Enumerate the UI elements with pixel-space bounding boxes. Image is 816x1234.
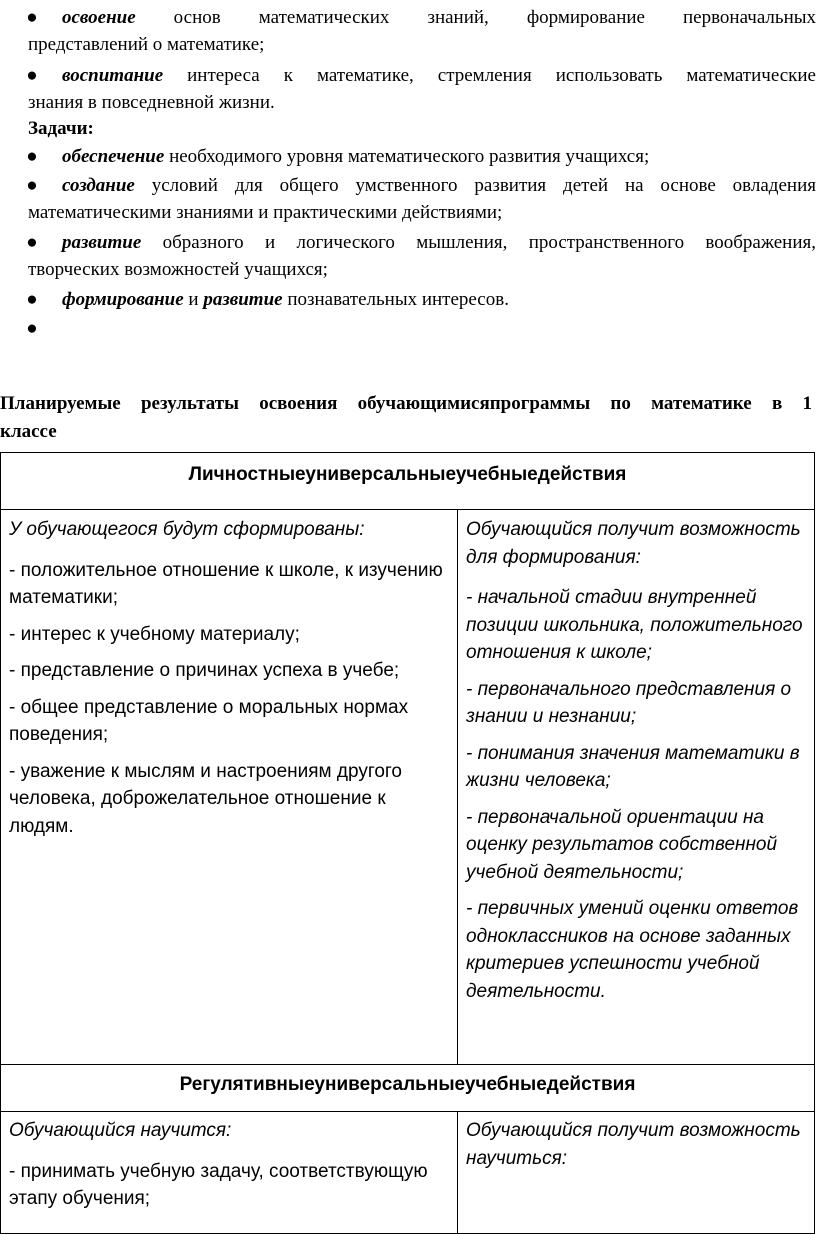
task-text: условий для общего умственного развития детей на основе овладения	[134, 175, 816, 196]
personal-left-caption: У обучающегося будут сформированы:	[9, 519, 365, 540]
bullet-icon: ●	[26, 318, 38, 339]
task-text-continued: математическими знаниями и практическими действиями;	[28, 202, 503, 223]
regulatory-right-cell	[458, 1112, 815, 1234]
list-item: - первоначального представления о знании и незнании;	[466, 678, 792, 727]
goal-item-1	[0, 4, 816, 58]
regulatory-right-caption: Обучающийся получит возможность научиться:	[466, 1120, 801, 1169]
personal-content-row	[1, 510, 815, 1065]
bullet-icon: ●	[26, 289, 38, 310]
tasks-heading: Задачи:	[28, 118, 94, 139]
goal-text: интереса к математике, стремления использовать математические	[163, 65, 816, 86]
task-keyword-2: развитие	[203, 289, 283, 310]
regulatory-content-row	[1, 1112, 815, 1234]
bullet-icon: ●	[26, 232, 38, 253]
goal-text-continued: знания в повседневной жизни.	[28, 92, 275, 113]
list-item: - представление о причинах успеха в учебе;	[9, 660, 400, 681]
task-keyword: формирование	[62, 289, 184, 310]
list-item: - первичных умений оценки ответов одноклассников на основе заданных критериев успешности учебной деятельности.	[466, 898, 799, 1002]
list-item: - интерес к учебному материалу;	[9, 623, 300, 645]
task-item-1	[0, 143, 816, 170]
goal-keyword: освоение	[62, 7, 136, 28]
regulatory-header: Регулятивныеуниверсальныеучебныедействия	[1, 1065, 815, 1112]
list-item: - общее представление о моральных нормах поведения;	[9, 696, 409, 745]
results-title-line2: классе	[0, 421, 57, 442]
list-item: - начальной стадии внутренней позиции школьника, положительного отношения к школе;	[466, 587, 803, 663]
results-title-line1: Планируемые результаты освоения обучающимисяпрограммы по математике в 1	[0, 393, 812, 414]
task-text-continued: творческих возможностей учащихся;	[28, 259, 328, 280]
task-keyword: обеспечение	[62, 146, 165, 167]
personal-right-cell	[458, 510, 815, 1065]
goal-item-2	[0, 62, 816, 116]
personal-header-row	[1, 453, 815, 510]
task-keyword: создание	[62, 175, 135, 196]
bullet-icon: ●	[26, 7, 38, 28]
list-item: - уважение к мыслям и настроениям другого человека, доброжелательное отношение к людям.	[9, 760, 402, 837]
goal-keyword: воспитание	[62, 65, 164, 86]
task-keyword: развитие	[62, 232, 142, 253]
results-title	[0, 390, 812, 446]
task-item-3	[0, 229, 816, 283]
bullet-icon: ●	[26, 175, 38, 196]
goal-text: основ математических знаний, формирование первоначальных	[135, 7, 816, 28]
results-table	[0, 452, 815, 1234]
list-item: - первоначальной ориентации на оценку результатов собственной учебной деятельности;	[466, 806, 778, 883]
personal-right-caption: Обучающийся получит возможность для формирования:	[466, 519, 801, 568]
task-item-4	[0, 286, 816, 313]
bullet-icon: ●	[26, 146, 38, 167]
regulatory-header-row	[1, 1065, 815, 1112]
task-item-2	[0, 172, 816, 226]
task-text: необходимого уровня математического развития учащихся;	[164, 146, 650, 167]
list-item: - положительное отношение к школе, к изучению математики;	[9, 559, 443, 608]
bullet-icon: ●	[26, 65, 38, 86]
list-item: - принимать учебную задачу, соответствующую этапу обучения;	[9, 1160, 428, 1209]
task-text-and: и	[183, 289, 204, 310]
list-item: - понимания значения математики в жизни человека;	[466, 742, 800, 791]
personal-header: Личностныеуниверсальныеучебныедействия	[1, 453, 815, 510]
personal-left-cell	[1, 510, 458, 1065]
task-text: познавательных интересов.	[282, 289, 509, 310]
regulatory-left-cell	[1, 1112, 458, 1234]
regulatory-left-caption: Обучающийся научится:	[9, 1120, 232, 1141]
goal-text-continued: представлений о математике;	[28, 34, 265, 55]
task-text: образного и логического мышления, пространственного воображения,	[141, 232, 816, 253]
